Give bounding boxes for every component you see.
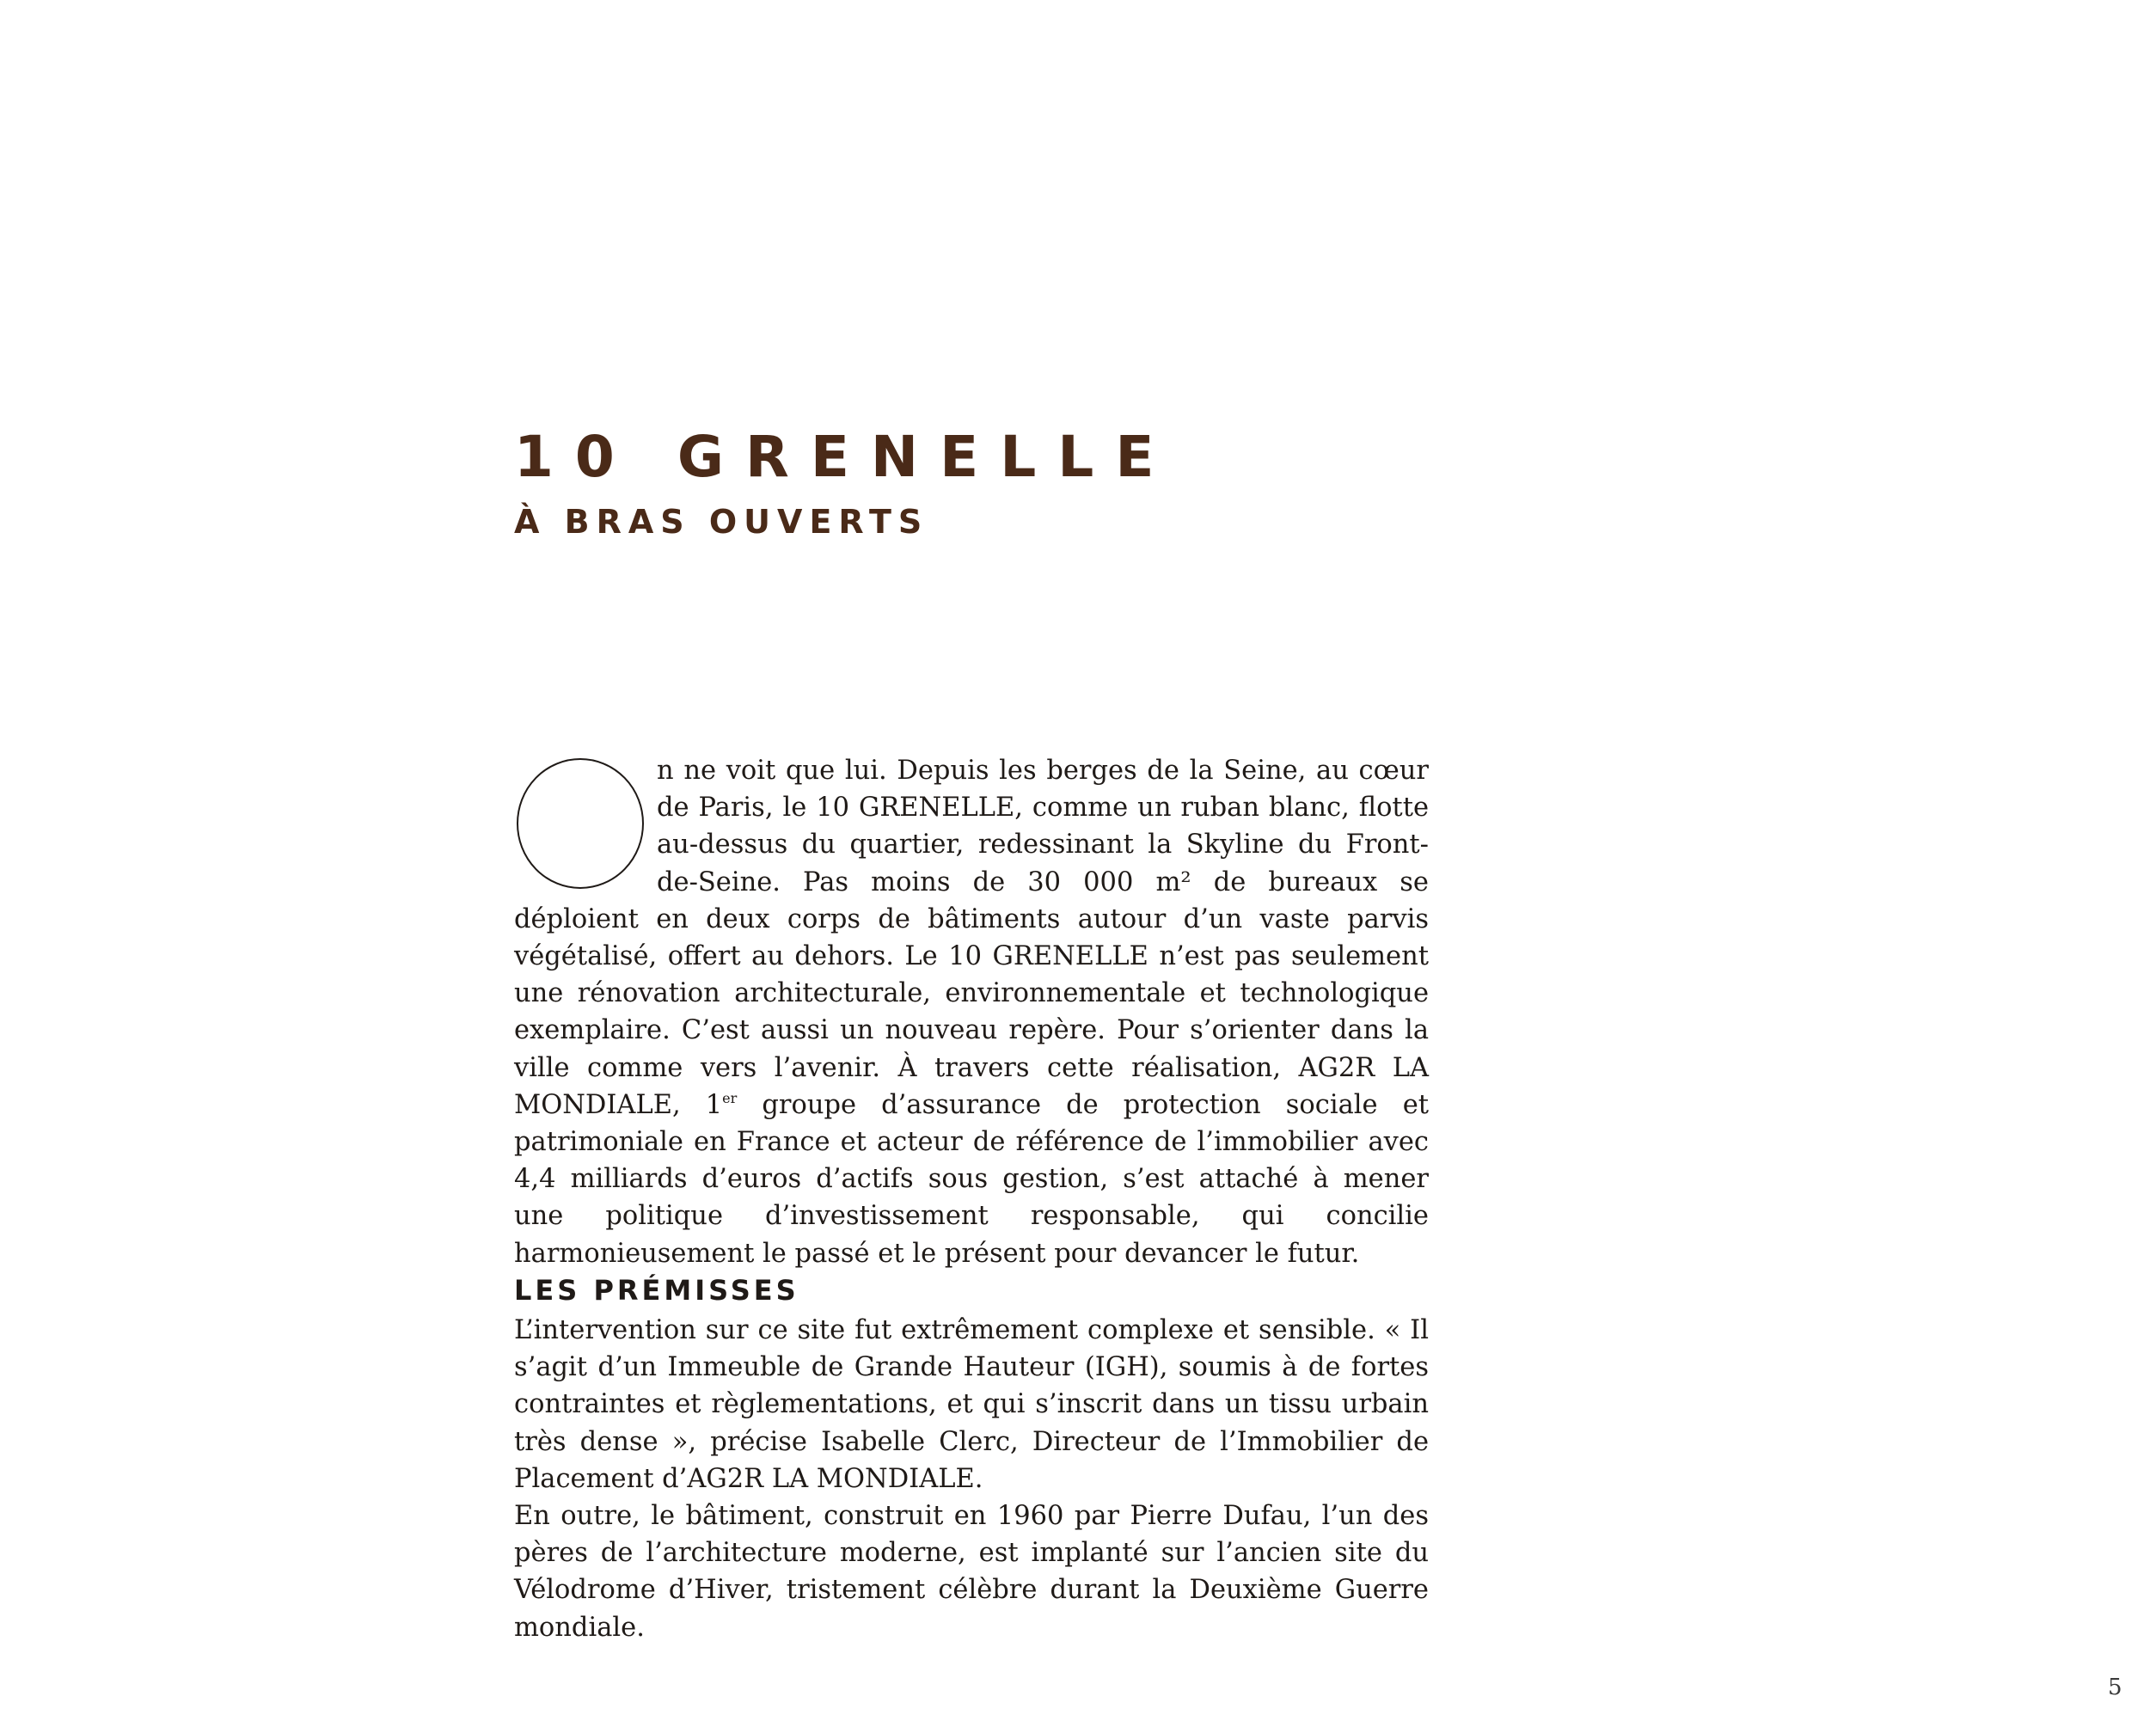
- section-paragraph-2: En outre, le bâtiment, construit en 1960 par Pierre Dufau, l’un des pères de l’architecture moderne, est implanté sur l’ancien site du Vélodrome d’Hiver, tristement célèbre durant la Deuxième Guerre mondiale.: [514, 1501, 1429, 1643]
- section-premisses: [514, 1271, 1429, 1646]
- intro-text-part1: n ne voit que lui. Depuis les berges de la Seine, au cœur de Paris, le 10 GRENELLE, comme un ruban blanc, flotte au-dessus du quartier, redessinant la Skyline du Front-de-Seine. Pas moins de 30 000 m² de bureaux se déploient en deux corps de bâtiments autour d’un vaste parvis végétalisé, offert au dehors. Le 10 GRENELLE n’est pas seulement une rénovation architecturale, environnementale et technologique exemplaire. C’est aussi un nouveau repère. Pour s’orienter dans la ville comme vers l’avenir. À travers cette réalisation, AG2R LA MONDIALE, 1: [514, 756, 1429, 1120]
- article-title: 10 GRENELLE: [514, 424, 1176, 490]
- intro-paragraph: [514, 752, 1429, 1272]
- ordinal-superscript: er: [722, 1089, 738, 1106]
- page-number: 5: [2108, 1675, 2122, 1700]
- article-header: [514, 421, 1546, 543]
- intro-text-block: [514, 752, 1429, 1272]
- section-heading: LES PRÉMISSES: [514, 1274, 799, 1307]
- intro-text-part2: groupe d’assurance de protection sociale et patrimoniale en France et acteur de référence de l’immobilier avec 4,4 milliards d’euros d’actifs sous gestion, s’est attaché à mener une politique d’investissement responsable, qui concilie harmonieusement le passé et le présent pour devancer le futur.: [514, 1089, 1430, 1269]
- section-paragraph-1: L’intervention sur ce site fut extrêmement complexe et sensible. « Il s’agit d’un Immeuble de Grande Hauteur (IGH), soumis à de fortes contraintes et règlementations, et qui s’inscrit dans un tissu urbain très dense », précise Isabelle Clerc, Directeur de l’Immobilier de Placement d’AG2R LA MONDIALE.: [514, 1315, 1429, 1494]
- article-subtitle: À BRAS OUVERTS: [514, 503, 929, 541]
- dropcap-letter: [516, 757, 645, 890]
- dropcap: [516, 757, 645, 890]
